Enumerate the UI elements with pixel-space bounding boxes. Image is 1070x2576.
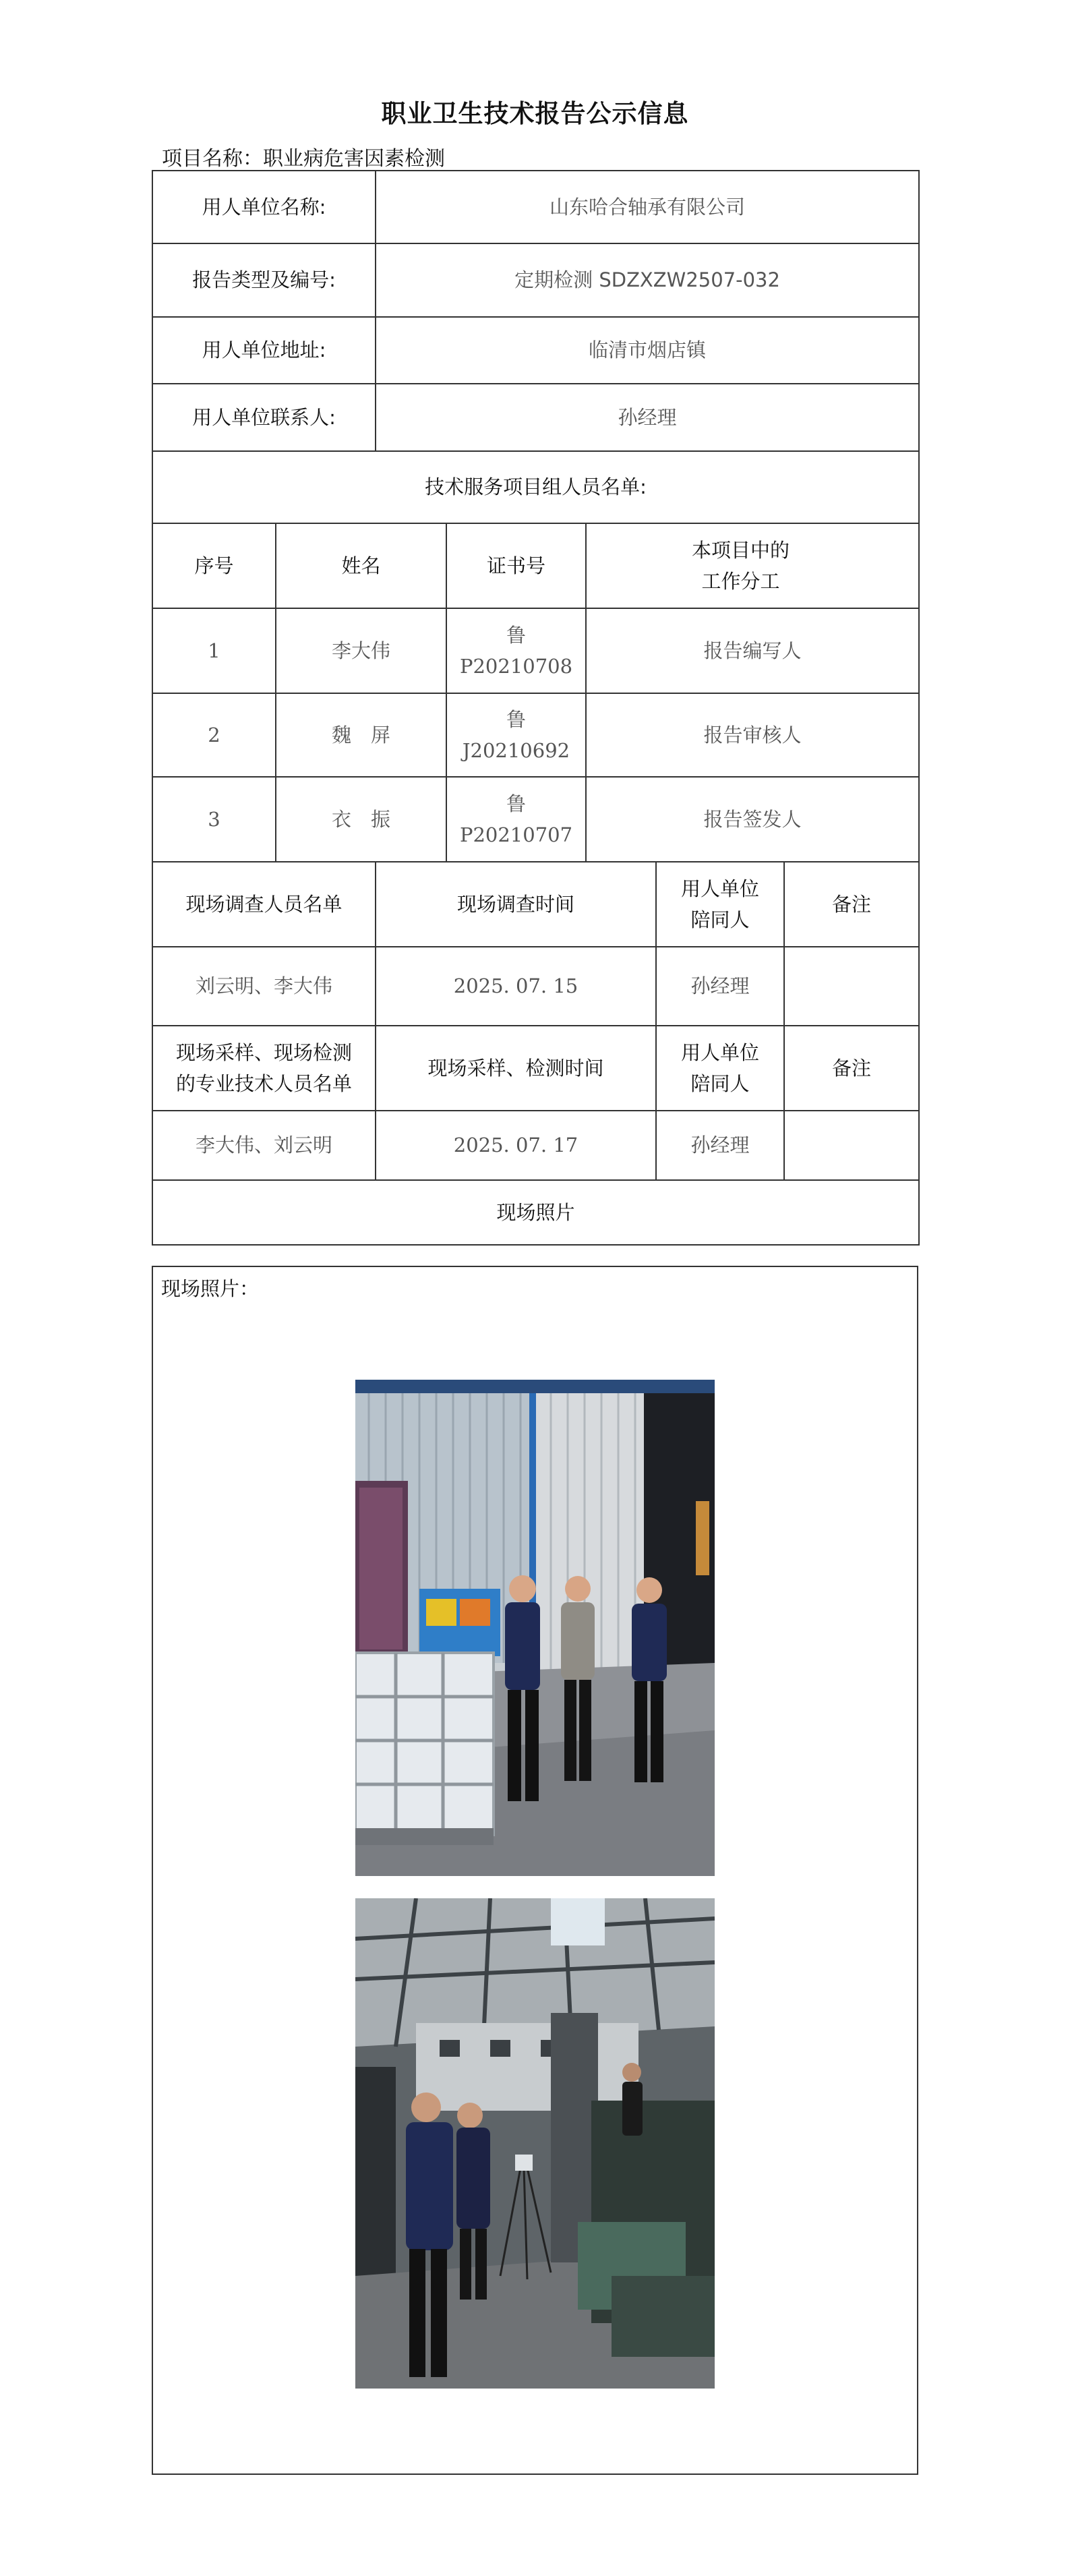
member-no: 3 — [152, 777, 276, 862]
photo-box — [152, 1266, 918, 2475]
sampling-escort: 孙经理 — [656, 1111, 784, 1180]
site-photo-indoor — [355, 1898, 715, 2389]
sampling-escort-header-line1: 用人单位 — [680, 1041, 759, 1064]
team-heading: 技术服务项目组人员名单: — [152, 451, 919, 523]
row-contact — [152, 384, 919, 451]
survey-time-header: 现场调查时间 — [376, 862, 656, 947]
member-cert: 鲁 J20210692 — [446, 693, 586, 777]
member-cert: 鲁 P20210707 — [446, 777, 586, 862]
header-no: 序号 — [152, 523, 276, 608]
row-sampling-headers — [152, 1026, 919, 1111]
employer-name: 山东哈合轴承有限公司 — [376, 171, 919, 243]
header-name: 姓名 — [276, 523, 446, 608]
member-role: 报告编写人 — [586, 608, 919, 693]
survey-escort-header — [656, 862, 784, 947]
contact-label: 用人单位联系人: — [152, 384, 376, 451]
address-value: 临清市烟店镇 — [376, 317, 919, 384]
table-row — [152, 693, 919, 777]
site-photo-outdoor-image — [355, 1380, 715, 1876]
address-label: 用人单位地址: — [152, 317, 376, 384]
report-label: 报告类型及编号: — [152, 243, 376, 317]
row-team-headers — [152, 523, 919, 608]
contact-value: 孙经理 — [376, 384, 919, 451]
sampling-staff: 李大伟、刘云明 — [152, 1111, 376, 1180]
member-role: 报告审核人 — [586, 693, 919, 777]
project-value: 职业病危害因素检测 — [263, 147, 445, 171]
row-photos — [152, 1180, 919, 1245]
survey-escort-header-line2: 陪同人 — [690, 908, 750, 931]
member-name: 衣 振 — [276, 777, 446, 862]
row-survey-values — [152, 947, 919, 1026]
sampling-escort-header — [656, 1026, 784, 1111]
member-cert: 鲁 P20210708 — [446, 608, 586, 693]
page-title: 职业卫生技术报告公示信息 — [381, 99, 689, 128]
sampling-note-header: 备注 — [784, 1026, 919, 1111]
header-cert: 证书号 — [446, 523, 586, 608]
row-sampling-values — [152, 1111, 919, 1180]
member-role: 报告签发人 — [586, 777, 919, 862]
row-employer-name — [152, 171, 919, 243]
worker-machine — [622, 2063, 643, 2136]
photo-box-label: 现场照片： — [161, 1277, 260, 1300]
survey-staff: 刘云明、李大伟 — [152, 947, 376, 1026]
sampling-staff-header-line2: 的专业技术人员名单 — [175, 1072, 352, 1095]
member-name: 李大伟 — [276, 608, 446, 693]
survey-note — [784, 947, 919, 1026]
project-line — [162, 142, 445, 171]
survey-time: 2025. 07. 15 — [376, 947, 656, 1026]
survey-escort: 孙经理 — [656, 947, 784, 1026]
row-address — [152, 317, 919, 384]
sampling-time-header: 现场采样、检测时间 — [376, 1026, 656, 1111]
member-no: 2 — [152, 693, 276, 777]
table-row — [152, 777, 919, 862]
info-table — [152, 170, 920, 1246]
employer-name-label: 用人单位名称: — [152, 171, 376, 243]
header-role — [563, 535, 918, 597]
project-label: 项目名称： — [162, 147, 263, 171]
sampling-staff-header — [152, 1026, 376, 1111]
member-name: 魏 屏 — [276, 693, 446, 777]
survey-staff-header: 现场调查人员名单 — [152, 862, 376, 947]
sampling-note — [784, 1111, 919, 1180]
report-value: 定期检测 SDZXZW2507-032 — [376, 243, 919, 317]
survey-note-header: 备注 — [784, 862, 919, 947]
survey-escort-header-line1: 用人单位 — [680, 877, 759, 900]
photos-row-label: 现场照片 — [152, 1180, 919, 1245]
row-report — [152, 243, 919, 317]
sampling-escort-header-line2: 陪同人 — [690, 1072, 750, 1095]
header-role-line1: 本项目中的 — [692, 538, 790, 562]
site-photo-indoor-image — [355, 1898, 715, 2389]
row-team-heading — [152, 451, 919, 523]
member-no: 1 — [152, 608, 276, 693]
header-role-line2: 工作分工 — [701, 570, 780, 593]
row-survey-headers — [152, 862, 919, 947]
site-photo-outdoor — [355, 1380, 715, 1876]
sampling-staff-header-line1: 现场采样、现场检测 — [175, 1041, 352, 1064]
sampling-time: 2025. 07. 17 — [376, 1111, 656, 1180]
table-row — [152, 608, 919, 693]
